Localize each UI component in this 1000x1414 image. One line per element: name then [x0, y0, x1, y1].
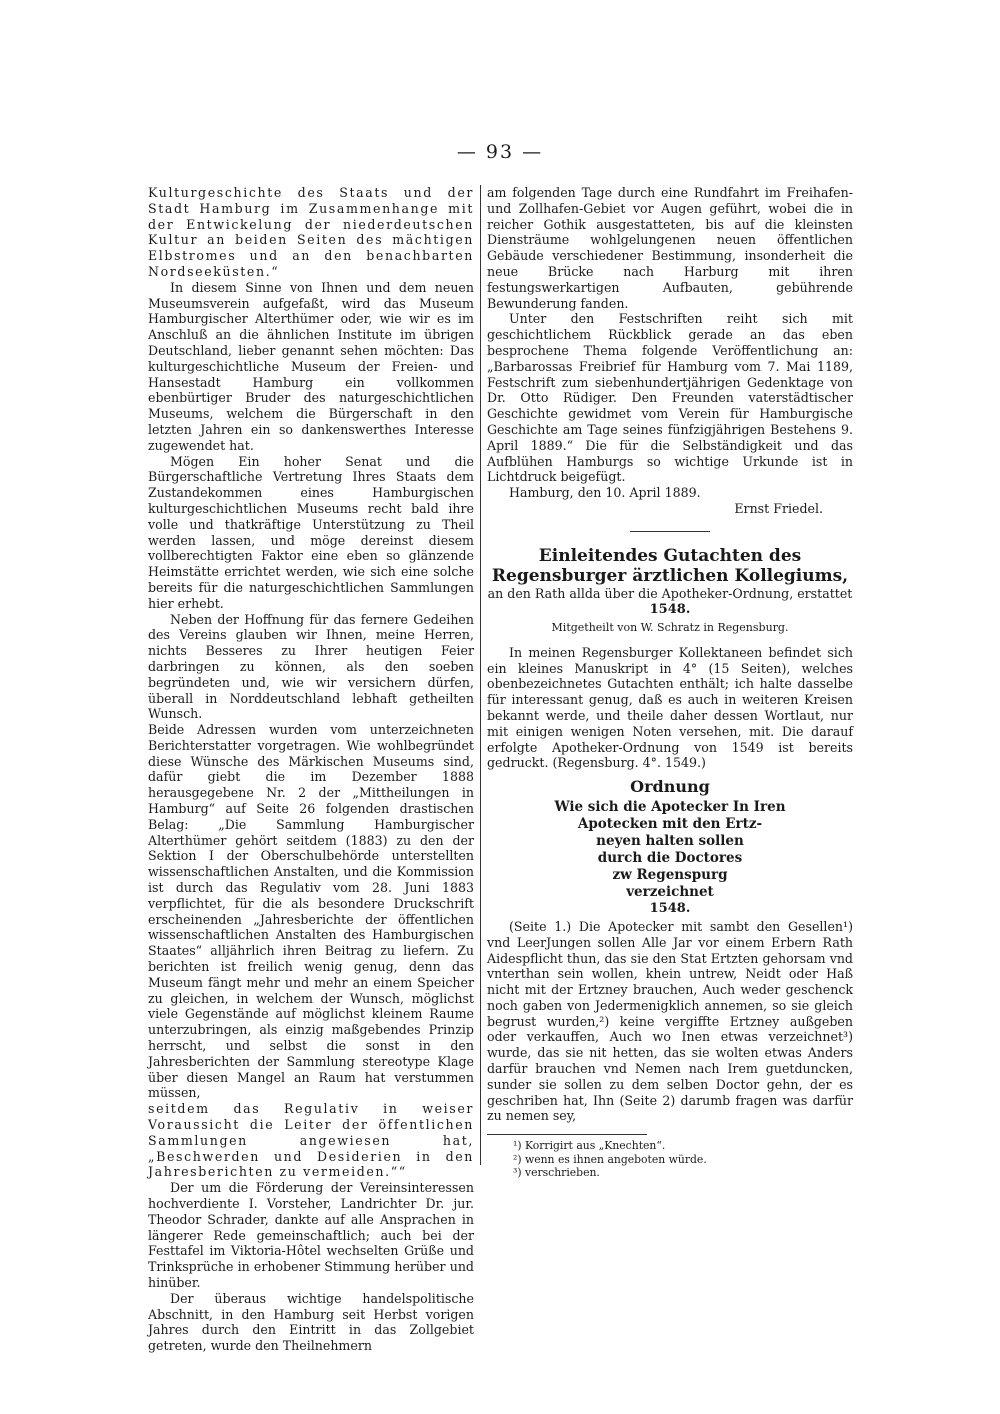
paragraph: Der überaus wichtige handelspolitische Abschnitt, in den Hamburg seit Herbst vorigen Jahres durch den Eintritt in das Zollgebiet getreten, wurde den Theilnehmern [148, 1290, 474, 1354]
ordnung-title: Ordnung [630, 777, 710, 797]
author-note: Mitgetheilt von W. Schratz in Regensburg. [551, 620, 789, 634]
paragraph: Beide Adressen wurden vom unterzeichneten Berichterstatter vorgetragen. Wie wohlbegründet diese Wünsche des Märkischen Museums sind, dafür giebt die im Dezember 1888 herausgegebene Nr. 2 der „Mittheilungen in Hamburg“ auf Seite 26 folgenden drastischen Belag: „Die Sammlung Hamburgischer Alterthümer gehört seitdem (1883) zu den der Sektion I der Oberschulbehörde unterstellten wissenschaftlichen Anstalten, und die Kommission ist durch das Regulativ vom 28. Juni 1883 verpflichtet, für die als besondere Druckschrift erscheinenden „Jahresberichte der öffentlichen wissenschaftlichen Anstalten des Hamburgischen Staates“ alljährlich ihren Beitrag zu liefern. Zu berichten ist freilich wenig genug, denn das Museum fängt mehr und mehr an einem Speicher zu gleichen, in welchem der Wunsch, möglichst viele Gegenstände auf möglichst kleinem Raume unterzubringen, als einzig maßgebendes Prinzip herrscht, und selbst die sonst in den Jahresberichten der Sammlung stereotype Klage über diesen Mangel an Raum hat verstummen müssen, [148, 722, 474, 1101]
footnote-rule [487, 1134, 647, 1135]
signature: Ernst Friedel. [734, 500, 823, 516]
footnote: ³) verschrieben. [513, 1166, 600, 1180]
paragraph: In diesem Sinne von Ihnen und dem neuen Museumsverein aufgefaßt, wird das Museum Hamburgischer Alterthümer oder, wie wir es im Anschluß an die ähnlichen Institute im übrigen Deutschland, lieber genannt sehen möchten: Das kulturgeschichtliche Museum der Freien- und Hansestadt Hamburg ein vollkommen ebenbürtiger Bruder des naturgeschichtlichen Museums, welchem die Bürgerschaft in den letzten Jahren ein so dankenswerthes Interesse zugewendet hat. [148, 279, 474, 453]
ordnung-line: zw Regenspurg [612, 866, 728, 883]
ordnung-line: Wie sich die Apotecker In Iren [554, 798, 786, 815]
article-subheading: an den Rath allda über die Apotheker-Ordnung, erstattet [487, 585, 853, 601]
article-year: 1548. [649, 601, 691, 617]
right-column [487, 185, 853, 1180]
paragraph: Kulturgeschichte des Staats und der Stadt Hamburg im Zusammenhange mit der Entwickelung der niederdeutschen Kultur an beiden Seiten des mächtigen Elbstromes und an den benachbarten Nordseeküsten.“ [148, 185, 474, 279]
paragraph: Der um die Förderung der Vereinsinteressen hochverdiente I. Vorsteher, Landrichter Dr. jur. Theodor Schrader, dankte auf alle Ansprachen in längerer Rede gemeinschaftlich; auch bei der Festtafel im Viktoria-Hôtel wechselten Grüße und Trinksprüche in erhobener Stimmung herüber und hinüber. [148, 1180, 474, 1290]
section-separator [630, 531, 710, 532]
dateline: Hamburg, den 10. April 1889. [509, 485, 701, 501]
paragraph: Unter den Festschriften reiht sich mit geschichtlichem Rückblick gerade an das eben besprochene Thema folgende Veröffentlichung an: „Barbarossas Freibrief für Hamburg vom 7. Mai 1189, Festschrift zum siebenhundertjährigen Gedenktage von Dr. Otto Rüdiger. Den Freunden vaterstädtischer Geschichte gewidmet vom Verein für Hamburgische Geschichte am Tage seines fünfzigjährigen Bestehens 9. April 1889.“ Die für die Selbständigkeit und das Aufblühen Hamburgs so wichtige Urkunde ist in Lichtdruck beigefügt. [487, 311, 853, 485]
left-column [148, 185, 474, 1354]
column-divider [480, 185, 481, 1165]
paragraph: (Seite 1.) Die Apotecker mit sambt den Gesellen¹) vnd LeerJungen sollen Alle Jar vor einem Erbern Rath Aidespflicht thun, das sie den Stat Ertzten gehorsam vnd vnterthan sein wollen, khein untrew, Neidt oder Haß nicht mit der Ertzney brauchen, Auch weder geschenck noch gaben von Jedermenigklich annemen, so sie gleich begrust wurden,²) keine vergiffte Ertzney außgeben oder verkauffen, Auch wo Inen etwas verzeichnet³) wurde, das sie nit hetten, das sie wolten etwas Anders darfür brauchen vnd Nemen nach Irem guetduncken, sunder sie sollen zu dem selben Doctor gehn, der es geschriben hat, Ihn (Seite 2) darumb fragen was darfür zu nemen sey, [487, 918, 853, 1124]
paragraph: am folgenden Tage durch eine Rundfahrt im Freihafen- und Zollhafen-Gebiet vor Augen geführt, wobei die in reicher Gothik ausgestatteten, bis auf die kleinsten Diensträume wohlgelungenen neuen öffentlichen Gebäude verschiedener Bestimmung, insonderheit die neue Brücke nach Harburg mit ihren festungswerkartigen Aufbauten, gebührende Bewunderung fanden. [487, 185, 853, 311]
ordnung-line: neyen halten sollen [596, 832, 744, 849]
footnote: ²) wenn es ihnen angeboten würde. [513, 1152, 707, 1166]
paragraph: Mögen Ein hoher Senat und die Bürgerschaftliche Vertretung Ihres Staats dem Zustandekommen eines Hamburgischen kulturgeschichtlichen Museums recht bald ihre volle und thatkräftige Unterstützung zu Theil werden lassen, und möge dereinst diesem vollberechtigten Faktor eine eben so glänzende Heimstätte errichtet werden, wie sich eine solche bereits für die naturgeschichtlichen Sammlungen hier erhebt. [148, 453, 474, 611]
paragraph: Neben der Hoffnung für das fernere Gedeihen des Vereins glauben wir Ihnen, meine Herren, nichts Besseres zu Ihrer heutigen Feier darbringen zu können, als den soeben begründeten und, wie wir versichern dürfen, überall in Norddeutschland lebhaft getheilten Wunsch. [148, 611, 474, 722]
ordnung-line: durch die Doctores [597, 849, 743, 866]
footnote: ¹) Korrigirt aus „Knechten“. [513, 1139, 666, 1153]
ordnung-year: 1548. [649, 900, 691, 916]
article-heading: Einleitendes Gutachten des Regensburger ärztlichen Kollegiums, [491, 545, 849, 586]
paragraph: seitdem das Regulativ in weiser Voraussicht die Leiter der öffentlichen Sammlungen angewiesen hat, „Beschwerden und Desiderien in den Jahresberichten zu vermeiden.““ [148, 1101, 474, 1180]
ordnung-line: Apotecken mit den Ertz- [577, 815, 763, 832]
page-number: — 93 — [456, 141, 544, 163]
ordnung-line: verzeichnet [626, 883, 714, 900]
paragraph: In meinen Regensburger Kollektaneen befindet sich ein kleines Manuskript in 4° (15 Seiten), welches obenbezeichnetes Gutachten enthält; ich halte dasselbe für interessant genug, daß es auch in weiteren Kreisen bekannt werde, und theile daher dessen Wortlaut, nur mit einigen wenigen Noten versehen, mit. Die darauf erfolgte Apotheker-Ordnung von 1549 ist bereits gedruckt. (Regensburg. 4°. 1549.) [487, 644, 853, 771]
